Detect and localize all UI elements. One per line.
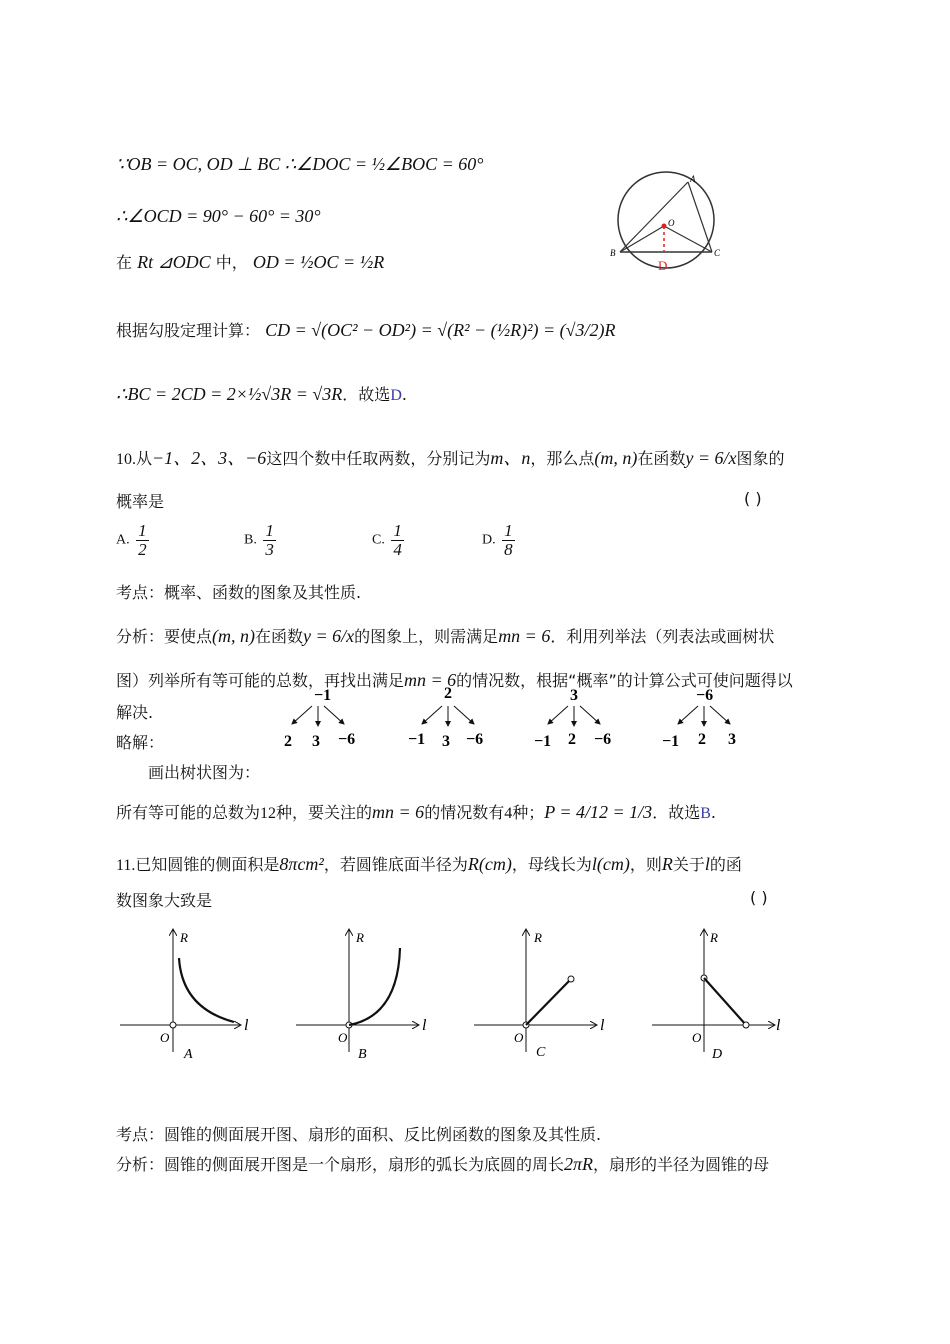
option-den: 2: [138, 539, 147, 559]
q11-text: ，若圆锥底面半径为: [323, 855, 468, 874]
answer-paren: ( ): [750, 888, 768, 907]
q10-line-2: [116, 489, 164, 512]
q10-condition: mn = 6: [498, 626, 551, 646]
q10-condition: mn = 6: [372, 802, 425, 822]
q11-var: l: [704, 854, 710, 874]
q11-circumference: 2πR: [564, 1154, 594, 1174]
line-c: [526, 979, 571, 1025]
option-a: [116, 522, 152, 559]
tree-leaf: 2: [698, 731, 706, 748]
q10-kaodian: 考点：概率、函数的图象及其性质.: [116, 583, 362, 602]
label-b: B: [610, 248, 616, 258]
tree-root: 3: [570, 687, 578, 704]
tree-leaf: −6: [338, 731, 356, 748]
line-d: [704, 978, 746, 1025]
option-den: 8: [504, 539, 513, 559]
proof-text: 在: [116, 253, 133, 272]
q11-fenxi: [116, 1152, 769, 1175]
tree-root: −1: [314, 687, 332, 704]
q10-text: ．故选: [652, 803, 701, 822]
center-point: [662, 224, 667, 229]
proof-line-1: [116, 154, 484, 175]
proof-math-3: OD = ½OC = ½R: [252, 252, 385, 272]
axis-label-l: l: [600, 1017, 605, 1034]
proof-text: .: [401, 385, 407, 404]
option-num: 1: [265, 521, 274, 540]
q10-luejie: 略解：: [116, 733, 165, 752]
origin-label: O: [160, 1030, 170, 1045]
graph-b: [296, 930, 427, 1062]
tree-leaf: −6: [466, 731, 484, 748]
label-d: D: [658, 258, 668, 273]
q10-fenxi-1: [116, 624, 774, 647]
option-c: [372, 522, 407, 559]
triangle-name: Rt ⊿ODC: [137, 252, 211, 272]
q10-point: (m, n): [594, 448, 638, 468]
q10-func: y = 6/x: [685, 448, 737, 468]
q10-text: 的情况数，根据“概率”的计算公式可使问题得以: [456, 671, 793, 690]
q11-kaodian: 考点：圆锥的侧面展开图、扇形的面积、反比例函数的图象及其性质.: [116, 1125, 602, 1144]
axis-label-l: l: [244, 1017, 249, 1034]
q11-text: ，扇形的半径为圆锥的母: [593, 1155, 770, 1174]
proof-text: ．故选: [342, 385, 391, 404]
q11-var: R: [661, 854, 673, 874]
q10-text: ，那么点: [530, 449, 595, 468]
q10-vars: m、n: [490, 448, 531, 468]
axis-label-r: R: [710, 930, 718, 945]
option-label: B.: [244, 532, 257, 548]
q11-text: 分析：圆锥的侧面展开图是一个扇形，扇形的弧长为底圆的周长: [116, 1155, 565, 1174]
option-label: C.: [372, 532, 385, 548]
question-number: 10.: [116, 451, 136, 468]
proof-line-4: [116, 318, 616, 341]
proof-line-5: [116, 382, 407, 405]
q10-result: [116, 800, 716, 823]
q11-text: 关于: [672, 855, 705, 874]
tree-root: −6: [696, 687, 714, 704]
q10-text: 这四个数中任取两数，分别记为: [266, 449, 491, 468]
origin-label: O: [692, 1030, 702, 1045]
q10-huachu: 画出树状图为：: [148, 763, 261, 782]
q10-text: 种；: [512, 803, 545, 822]
q11-text: 的函: [709, 855, 742, 874]
q10-text: 在函数: [255, 627, 304, 646]
axis-label-l: l: [776, 1017, 781, 1034]
option-den: 3: [265, 539, 274, 559]
tree-leaf: −1: [408, 731, 426, 748]
answer-choice: D: [390, 387, 402, 404]
origin-label: O: [338, 1030, 348, 1045]
circle-outline: [618, 172, 714, 268]
proof-line-2: [116, 206, 321, 227]
q11-line-1: [116, 852, 742, 875]
tree-leaf: −1: [662, 733, 680, 750]
label-c: C: [714, 248, 721, 258]
chord-ba: [620, 182, 688, 252]
q11-radius: R(cm): [467, 854, 512, 874]
q10-text: 图）列举所有等可能的总数，再找出满足: [116, 671, 405, 690]
curve-b: [349, 948, 400, 1025]
graph-a: [120, 930, 249, 1062]
tree-2: [408, 685, 483, 750]
option-b: [244, 522, 279, 559]
q11-text: ，则: [629, 855, 662, 874]
tree-leaf: −1: [534, 733, 552, 750]
q10-text: ．利用列举法（列表法或画树状: [550, 627, 775, 646]
tree-3: [534, 687, 611, 750]
tree-leaf: 3: [312, 733, 320, 750]
q11-text: ，母线长为: [511, 855, 592, 874]
total-count: 12: [260, 805, 277, 822]
q10-condition: mn = 6: [404, 670, 457, 690]
proof-math-1: ∵OB = OC, OD ⊥ BC ∴∠DOC = ½∠BOC = 60°: [116, 154, 484, 174]
q11-area: 8πcm²: [279, 854, 324, 874]
graph-label: D: [712, 1047, 723, 1062]
option-num: 1: [138, 521, 147, 540]
origin-label: O: [514, 1030, 524, 1045]
proof-math-5: ∴BC = 2CD = 2×½√3R = √3R: [116, 384, 343, 404]
question-number: 11.: [116, 857, 136, 874]
option-label: A.: [116, 532, 130, 548]
axis-label-r: R: [356, 930, 364, 945]
answer-choice: B: [700, 805, 711, 822]
q11-slant: l(cm): [591, 854, 630, 874]
graph-label: A: [184, 1047, 193, 1062]
q11-text: 已知圆锥的侧面积是: [135, 855, 280, 874]
tree-leaf: 2: [284, 733, 292, 750]
proof-line-3: [116, 250, 384, 273]
graph-label: C: [536, 1045, 546, 1060]
tree-1: [284, 687, 355, 750]
proof-text: 根据勾股定理计算：: [116, 321, 261, 340]
q10-text: 所有等可能的总数为: [116, 803, 261, 822]
axis-label-r: R: [180, 930, 188, 945]
tree-diagrams: [276, 684, 786, 752]
tree-leaf: 3: [442, 733, 450, 750]
tree-4: [662, 687, 736, 750]
curve-a: [179, 958, 234, 1022]
circle-figure: [606, 168, 736, 278]
q10-text: 在函数: [637, 449, 686, 468]
option-d: [482, 522, 518, 559]
q10-text: 种，要关注的: [276, 803, 373, 822]
proof-text: 中，: [215, 253, 248, 272]
probability: P = 4/12 = 1/3: [544, 802, 653, 822]
q10-text: .: [710, 803, 716, 822]
favorable-count: 4: [504, 805, 513, 822]
q10-text: 的情况数有: [424, 803, 505, 822]
q10-func: y = 6/x: [303, 626, 355, 646]
q10-values: −1、2、3、−6: [152, 448, 267, 468]
option-num: 1: [393, 521, 402, 540]
graph-c: [474, 930, 605, 1060]
proof-math-2: ∴∠OCD = 90° − 60° = 30°: [116, 206, 321, 226]
graph-label: B: [358, 1047, 367, 1062]
label-o: O: [668, 218, 675, 228]
axis-label-r: R: [534, 930, 542, 945]
proof-math-4: CD = √(OC² − OD²) = √(R² − (½R)²) = (√3/2)R: [265, 320, 616, 340]
q11-graphs: [116, 926, 796, 1066]
q10-point: (m, n): [212, 626, 256, 646]
q11-line-2: 数图象大致是: [116, 891, 213, 910]
option-num: 1: [504, 521, 513, 540]
q10-text: 概率是: [116, 492, 165, 511]
axis-label-l: l: [422, 1017, 427, 1034]
q10-text: 的图象上，则需满足: [354, 627, 499, 646]
tree-leaf: 3: [728, 731, 736, 748]
q10-text: 图象的: [736, 449, 785, 468]
graph-d: [652, 930, 781, 1062]
tree-leaf: −6: [594, 731, 612, 748]
q10-text: 从: [136, 449, 153, 468]
option-label: D.: [482, 532, 496, 548]
answer-paren: ( ): [744, 489, 762, 508]
q10-fenxi-3: 解决.: [116, 703, 154, 722]
q10-text: 分析：要使点: [116, 627, 213, 646]
tree-leaf: 2: [568, 731, 576, 748]
q10-line-1: [116, 444, 785, 470]
option-den: 4: [393, 539, 402, 559]
label-a: A: [690, 174, 696, 184]
tree-root: 2: [444, 685, 452, 702]
